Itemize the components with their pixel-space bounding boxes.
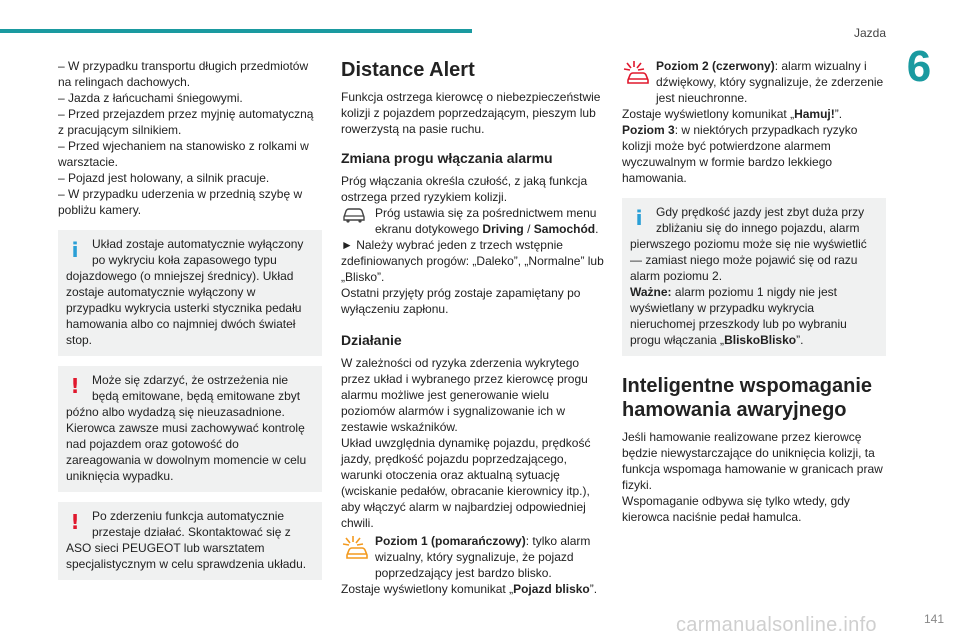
- note-text: późno albo wydadzą się nieuzasadnione. Kierowca zawsze musi zachowywać kontrolę nad pojazdem oraz gotowość do zareagowania w dowolnym momencie w celu uniknięcia wypadku.: [66, 405, 307, 483]
- level1-msg-prefix: Zostaje wyświetlony komunikat „: [341, 582, 514, 596]
- level2-description: [622, 58, 886, 106]
- saved-threshold-text: Ostatni przyjęty próg zostaje zapamiętany po wyłączeniu zapłonu.: [341, 286, 581, 316]
- level2-label: Poziom 2 (czerwony): [656, 59, 775, 73]
- warning-note-collision: [58, 502, 322, 580]
- car-icon: [341, 207, 367, 223]
- note-text: ASO sieci PEUGEOT lub warsztatem specjalistycznym w celu sprawdzenia układu.: [66, 541, 307, 571]
- info-note-spare-wheel: [58, 230, 322, 356]
- important-bold: BliskoBlisko: [724, 333, 797, 347]
- level2-text: : alarm wizualny i dźwiękowy, który sygnalizuje, że zderzenie jest nieuchronne.: [656, 59, 884, 105]
- level1-msg-suffix: ”.: [589, 582, 598, 596]
- distance-alert-title: Distance Alert: [341, 59, 475, 81]
- note-text: pierwszego poziomu może się nie wyświetlić — zamiast niego może pojawić się od razu alarm poziomu 2.: [630, 237, 867, 283]
- info-icon: i: [635, 206, 643, 230]
- level1-message: [341, 581, 605, 597]
- level2-msg-bold: Hamuj!: [794, 107, 835, 121]
- collision-alert-orange-icon: [341, 535, 371, 561]
- level2-message: [622, 106, 886, 122]
- collision-alert-red-icon: [622, 60, 652, 86]
- page-number: 141: [923, 612, 944, 626]
- warning-note-alerts: [58, 366, 322, 492]
- operation-text: W zależności od ryzyka zderzenia wykrytego przez układ i wybranego przez kierowcę progu alarmu możliwe jest generowanie wielu poziomów alarmów i sygnalizowanie ich w zestawie wskaźników.: [341, 356, 588, 434]
- menu-driving: Driving: [482, 222, 524, 236]
- bullet-item: – W przypadku uderzenia w przednią szybę w pobliżu kamery.: [58, 187, 303, 217]
- emergency-braking-text: Jeśli hamowanie realizowane przez kierowcę będzie niewystarczające do uniknięcia kolizji, ta funkcja wspomaga hamowanie w granicach praw fizyki.: [622, 430, 883, 492]
- important-end: ”.: [796, 333, 804, 347]
- warning-icon: !: [70, 510, 80, 534]
- important-text: alarm poziomu 1 nigdy nie jest wyświetlany w przypadku wykrycia nieruchomej przeszkody lub po wybraniu progu włączania „: [630, 285, 847, 347]
- instruction-end: .: [595, 222, 599, 236]
- info-note-speed: [622, 198, 886, 356]
- touchscreen-instruction: [341, 205, 605, 237]
- choose-threshold-text: ► Należy wybrać jeden z trzech wstępnie zdefiniowanych progów: „Daleko”, „Normalne” lub „Blisko”.: [341, 238, 604, 284]
- note-text: dojazdowego (o mniejszej średnicy). Układ zostaje automatycznie wyłączony w przypadku wykrycia usterki stycznika pedału hamowania albo co najmniej dwóch świateł stop.: [66, 269, 302, 347]
- note-lead: Gdy prędkość jazdy jest zbyt duża przy zbliżaniu się do innego pojazdu, alarm: [656, 205, 865, 235]
- bullet-item: – Przed wjechaniem na stanowisko z rolkami w warsztacie.: [58, 139, 309, 169]
- level2-msg-suffix: ”.: [834, 107, 843, 121]
- note-important: [630, 284, 878, 348]
- level1-msg-bold: Pojazd blisko: [513, 582, 590, 596]
- level1-text: : tylko alarm wizualny, który sygnalizuje, że pojazd poprzedzający jest bardzo blisko.: [375, 534, 591, 580]
- watermark: carmanualsonline.info: [676, 614, 877, 636]
- section-title: Jazda: [853, 26, 886, 40]
- operation-text-2: Układ uwzględnia dynamikę pojazdu, prędkość jazdy, prędkość pojazdu poprzedzającego, warunki otoczenia oraz aktualną sytuację (wciskanie pedałów, obracanie kierownicy itp.), aby włączyć alarm w najbardziej odpowiedniej chwili.: [341, 436, 591, 530]
- menu-separator: /: [523, 222, 534, 236]
- important-label: Ważne:: [630, 285, 672, 299]
- note-lead: Po zderzeniu funkcja automatycznie przestaje działać. Skontaktować się z: [92, 509, 291, 539]
- bullet-item: – Jazda z łańcuchami śniegowymi.: [58, 91, 243, 105]
- bullet-item: – W przypadku transportu długich przedmiotów na relingach dachowych.: [58, 59, 309, 89]
- level2-msg-prefix: Zostaje wyświetlony komunikat „: [622, 107, 795, 121]
- level3-description: [622, 122, 886, 186]
- warning-icon: !: [70, 374, 80, 398]
- operation-heading: Działanie: [341, 332, 402, 348]
- chapter-number: 6: [906, 42, 932, 91]
- header-accent-bar: [0, 29, 472, 33]
- threshold-heading: Zmiana progu włączania alarmu: [341, 150, 553, 166]
- level3-text: : w niektórych przypadkach ryzyko kolizji może być potwierdzone alarmem wyczuwalnym w formie bardzo lekkiego hamowania.: [622, 123, 858, 185]
- bullet-item: – Przed przejazdem przez myjnię automatyczną z pracującym silnikiem.: [58, 107, 314, 137]
- intro-text: Funkcja ostrzega kierowcę o niebezpieczeństwie kolizji z pojazdem poprzedzającym, pieszym lub rowerzystą na pasie ruchu.: [341, 90, 601, 136]
- note-lead: Układ zostaje automatycznie wyłączony po wykryciu koła zapasowego typu: [92, 237, 304, 267]
- menu-samochod: Samochód: [533, 222, 596, 236]
- note-lead: Może się zdarzyć, że ostrzeżenia nie będą emitowane, będą emitowane zbyt: [92, 373, 301, 403]
- bullet-item: – Pojazd jest holowany, a silnik pracuje.: [58, 171, 270, 185]
- instruction-text: Próg ustawia się za pośrednictwem menu ekranu dotykowego: [375, 206, 597, 236]
- column-right: [622, 58, 886, 525]
- column-middle: [341, 58, 605, 597]
- level1-description: [341, 533, 605, 581]
- level1-label: Poziom 1 (pomarańczowy): [375, 534, 526, 548]
- emergency-braking-title: Inteligentne wspomaganie hamowania awaryjnego: [622, 375, 873, 421]
- threshold-text: Próg włączania określa czułość, z jaką funkcja ostrzega przed ryzykiem kolizji.: [341, 174, 588, 204]
- level3-label: Poziom 3: [622, 123, 675, 137]
- column-left: [58, 58, 322, 580]
- info-icon: i: [71, 238, 79, 262]
- emergency-braking-text-2: Wspomaganie odbywa się tylko wtedy, gdy kierowca naciśnie pedał hamulca.: [622, 494, 850, 524]
